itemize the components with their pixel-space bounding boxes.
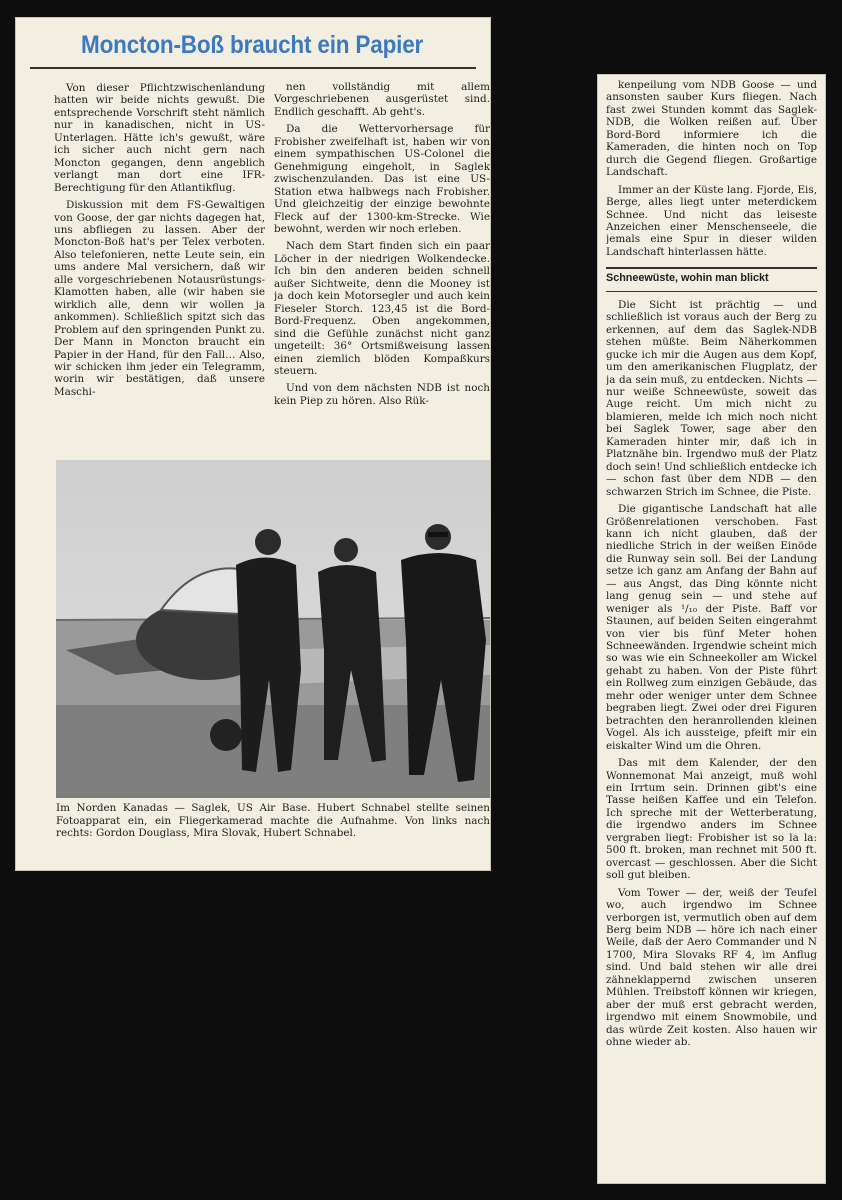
photo-caption: Im Norden Kanadas — Saglek, US Air Base. Hubert Schnabel stellte seinen Fotoapparat ein, ein Fliegerkamerad machte die Aufnahme. Von links nach rechts: Gordon Douglass, Mira Slovak, Hubert Schnabel. <box>56 802 490 840</box>
paragraph: Vom Tower — der, weiß der Teufel wo, auch irgendwo im Schnee verborgen ist, vermutlich oben auf dem Berg beim NDB — höre ich nach einer Weile, daß der Aero Commander und N 1700, Mira Slovaks RF 4, im Anflug sind. Und bald stehen wir alle drei zähneklappernd zwischen unseren Mühlen. Treibstoff können wir kriegen, aber der muß erst gebracht werden, irgendwo mit einem Snowmobile, und das würde Zeit kosten. Also hauen wir ohne wieder ab. <box>606 886 817 1049</box>
paragraph: nen vollständig mit allem Vorgeschriebenen ausgerüstet sind. Endlich geschafft. Ab geht's. <box>274 81 490 118</box>
paragraph: Und von dem nächsten NDB ist noch kein Piep zu hören. Also Rük- <box>274 382 490 407</box>
paragraph: Diskussion mit dem FS-Gewaltigen von Goose, der gar nichts dagegen hat, uns abfliegen zu lassen. Aber der Moncton-Boß hat's per Telex verboten. Also telefonieren, nette Leute sein, ein ums andere Mal versichern, daß wir alle vorgeschriebenen Notausrüstungs-Klamotten haben, alle (wir haben sie wirklich alle, denn wir wollen ja ankommen). Schließlich spitzt sich das Problem auf den springenden Punkt zu. Der Mann in Moncton braucht ein Papier in der Hand, für den Fall… Also, wir schicken ihm jeder ein Telegramm, worin wir bestätigen, daß unsere Maschi- <box>54 199 265 398</box>
text-column-b <box>274 81 490 463</box>
paragraph: kenpeilung vom NDB Goose — und ansonsten sauber Kurs fliegen. Nach fast zwei Stunden kommt das Saglek-NDB, die Wolken reißen auf. Über Bord-Bord informiere ich die Kameraden, die hinten noch on Top durch die Gegend fliegen. Großartige Landschaft. <box>606 79 817 179</box>
photo-illustration <box>56 460 490 798</box>
article-clipping-right <box>598 75 825 1183</box>
text-column-c <box>606 79 817 1171</box>
text-column-a <box>54 82 265 456</box>
headline: Moncton-Boß braucht ein Papier <box>80 30 424 59</box>
photo-three-pilots-with-aircraft <box>56 460 490 798</box>
paragraph: Von dieser Pflichtzwischenlandung hatten wir beide nichts gewußt. Die entsprechende Vorschrift steht nämlich nur in kanadischen, nicht in US-Unterlagen. Hätte ich's gewußt, wäre ich sicher auch nicht gern nach Moncton gegangen, denn angeblich verlangt man dort eine IFR-Berechtigung für den Atlantikflug. <box>54 82 265 194</box>
headline-rule <box>30 67 476 69</box>
paragraph: Die gigantische Landschaft hat alle Größenrelationen verschoben. Fast kann ich nicht glauben, daß der niedliche Strich in der weißen Einöde die Runway sein soll. Bei der Landung setze ich ganz am Anfang der Bahn auf — aus Angst, das Ding könnte nicht lang genug sein — und stehe auf weniger als ¹/₁₀ der Piste. Baff vor Staunen, auf beiden Seiten eingerahmt von vier bis fünf Meter hohen Schneewänden. Irgendwie scheint mich so was wie ein Schneekoller am Wickel gehabt zu haben. Von der Piste führt ein Rollweg zum einzigen Gebäude, das mehr oder weniger unter dem Schnee begraben liegt. Zwei oder drei Figuren betrachten den heranrollenden kleinen Vogel. Als ich aussteige, pfeift mir ein eiskalter Wind um die Ohren. <box>606 503 817 752</box>
paragraph: Das mit dem Kalender, der den Wonnemonat Mai anzeigt, muß wohl ein Irrtum sein. Drinnen gibt's eine Tasse heißen Kaffee und ein Telefon. Ich spreche mit der Wetterberatung, die irgendwo anders im Schnee vergraben liegt: Frobisher ist so la la: 500 ft. broken, man rechnet mit 500 ft. overcast — geschlossen. Aber die Sicht soll gut bleiben. <box>606 757 817 882</box>
paragraph: Nach dem Start finden sich ein paar Löcher in der niedrigen Wolkendecke. Ich bin den anderen beiden schnell außer Sichtweite, denn die Mooney ist ja doch kein Motorsegler und auch kein Fieseler Storch. 123,45 ist die Bord-Bord-Frequenz. Oben angekommen, sind die Gefühle zunächst nicht ganz ungeteilt: 36° Ortsmißweisung lassen einen ziemlich blöden Kompaßkurs steuern. <box>274 240 490 377</box>
section-subheading: Schneewüste, wohin man blickt <box>606 267 817 291</box>
paragraph: Da die Wettervorhersage für Frobisher zweifelhaft ist, haben wir von einem sympathischen US-Colonel die Genehmigung eingeholt, in Saglek zwischenzulanden. Das ist eine US-Station etwa halbwegs nach Frobisher. Und gleichzeitig der einzige bewohnte Fleck auf der 1300-km-Strecke. Wie bewohnt, werden wir noch erleben. <box>274 123 490 235</box>
article-clipping-left <box>16 18 490 870</box>
paragraph: Immer an der Küste lang. Fjorde, Eis, Berge, alles liegt unter meterdickem Schnee. Und nicht das leiseste Anzeichen einer Menschenseele, die jemals eine Spur in dieser wilden Landschaft hinterlassen hätte. <box>606 183 817 258</box>
headline-box <box>26 24 478 66</box>
paragraph: Die Sicht ist prächtig — und schließlich ist voraus auch der Berg zu erkennen, auf dem das Saglek-NDB stehen müßte. Beim Näherkommen gucke ich mir die Augen aus dem Kopf, um den amerikanischen Flugplatz, der ja da sein muß, zu entdecken. Nichts — nur weiße Schneewüste, soweit das Auge reicht. Um mich nicht zu blamieren, melde ich mich noch nicht bei Saglek Tower, sage aber den Kameraden hinter mir, daß ich in Platznähe bin. Irgendwo muß der Platz doch sein! Und schließlich entdecke ich — schon fast über dem NDB — den schwarzen Strich im Schnee, die Piste. <box>606 298 817 498</box>
